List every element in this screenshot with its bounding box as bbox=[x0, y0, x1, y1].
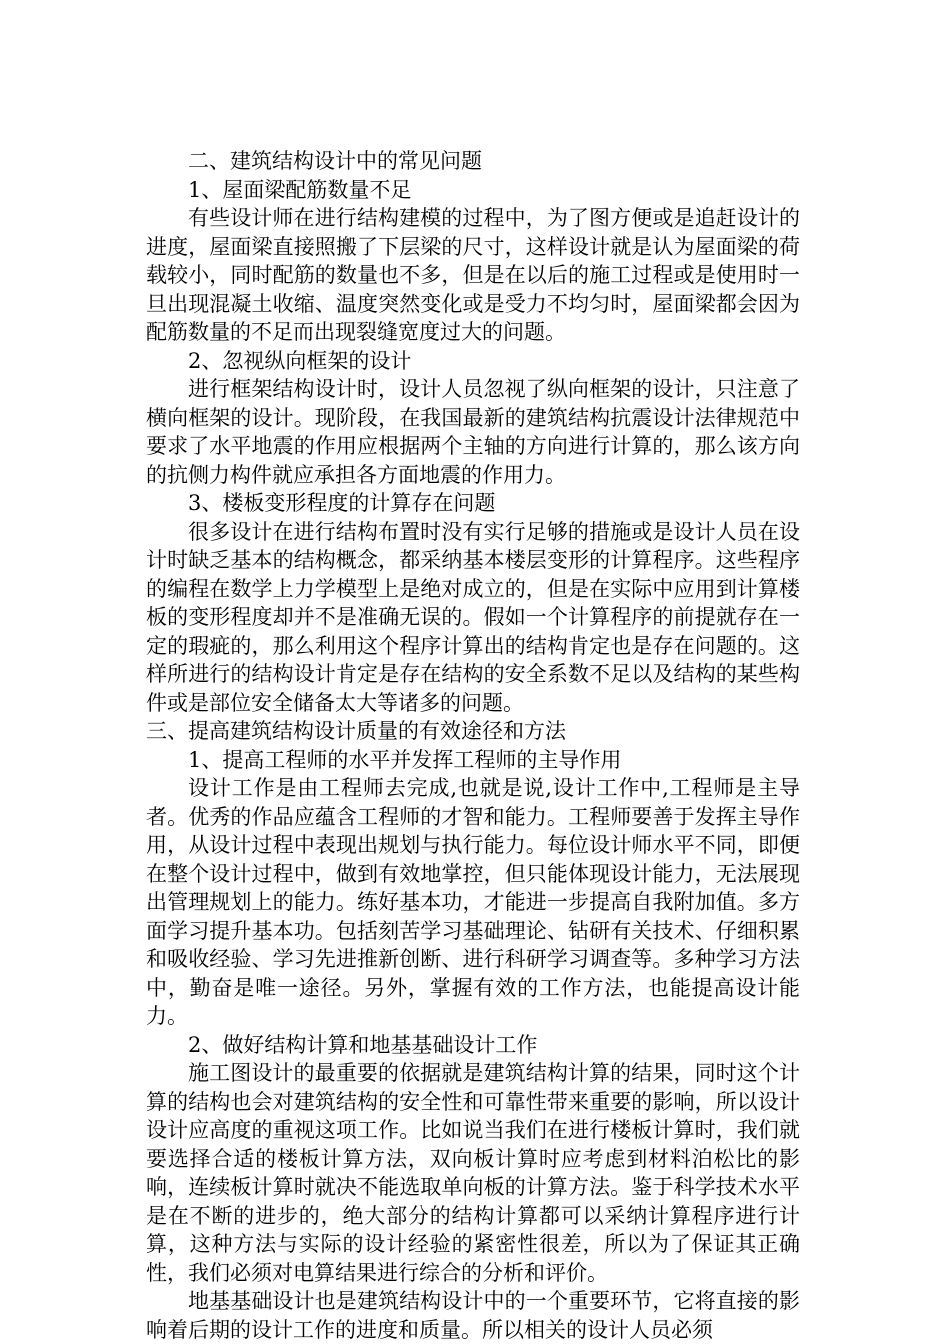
section-heading-improvement-methods: 三、提高建筑结构设计质量的有效途径和方法 bbox=[146, 719, 566, 743]
subheading-structural-calculation: 2、做好结构计算和地基基础设计工作 bbox=[188, 1032, 538, 1057]
subheading-longitudinal-frame: 2、忽视纵向框架的设计 bbox=[188, 348, 412, 373]
paragraph-engineer-leadership: 设计工作是由工程师去完成,也就是说,设计工作中,工程师是主导者。优秀的作品应蕴含工程师的才智和能力。工程师要善于发挥主导作用，从设计过程中表现出规划与执行能力。每位设计师水平不同，即便在整个设计过程中，做到有效地掌控，但只能体现设计能力，无法展现出管理规划上的能力。练好基本功，才能进一步提高自我附加值。多方面学习提升基本功。包括刻苦学习基础理论、钻研有关技术、仔细积累和吸收经验、学习先进推新创断、进行科研学习调查等。多种学习方法中，勤奋是唯一途径。另外，掌握有效的工作方法，也能提高设计能力。 bbox=[146, 776, 800, 1028]
document-body bbox=[146, 147, 800, 1344]
paragraph-longitudinal-frame: 进行框架结构设计时，设计人员忽视了纵向框架的设计，只注意了横向框架的设计。现阶段，在我国最新的建筑结构抗震设计法律规范中要求了水平地震的作用应根据两个主轴的方向进行计算的，那么该方向的抗侧力构件就应承担各方面地震的作用力。 bbox=[146, 377, 800, 487]
section-heading-common-problems: 二、建筑结构设计中的常见问题 bbox=[188, 149, 482, 173]
paragraph-roof-beam-reinforcement: 有些设计师在进行结构建模的过程中，为了图方便或是追赶设计的进度，屋面梁直接照搬了下层梁的尺寸，这样设计就是认为屋面梁的荷载较小，同时配筋的数量也不多，但是在以后的施工过程或是使用时一旦出现混凝土收缩、温度突然变化或是受力不均匀时，屋面梁都会因为配筋数量的不足而出现裂缝宽度过大的问题。 bbox=[146, 206, 800, 344]
subheading-engineer-leadership: 1、提高工程师的水平并发挥工程师的主导作用 bbox=[188, 747, 622, 772]
subheading-floor-deformation: 3、楼板变形程度的计算存在问题 bbox=[188, 491, 496, 515]
subheading-roof-beam-reinforcement: 1、屋面梁配筋数量不足 bbox=[188, 177, 412, 202]
paragraph-floor-deformation: 很多设计在进行结构布置时没有实行足够的措施或是设计人员在设计时缺乏基本的结构概念，都采纳基本楼层变形的计算程序。这些程序的编程在数学上力学模型上是绝对成立的，但是在实际中应用到计算楼板的变形程度却并不是准确无误的。假如一个计算程序的前提就存在一定的瑕疵的，那么利用这个程序计算出的结构肯定也是存在问题的。这样所进行的结构设计肯定是存在结构的安全系数不足以及结构的某些构件或是部位安全储备太大等诸多的问题。 bbox=[146, 519, 800, 715]
paragraph-foundation-design: 地基基础设计也是建筑结构设计中的一个重要环节，它将直接的影响着后期的设计工作的进度和质量。所以相关的设计人员必须 bbox=[146, 1289, 800, 1342]
paragraph-structural-calculation: 施工图设计的最重要的依据就是建筑结构计算的结果，同时这个计算的结构也会对建筑结构的安全性和可靠性带来重要的影响，所以设计设计应高度的重视这项工作。比如说当我们在进行楼板计算时，我们就要选择合适的楼板计算方法，双向板计算时应考虑到材料泊松比的影响，连续板计算时就决不能选取单向板的计算方法。鉴于科学技术水平是在不断的进步的，绝大部分的结构计算都可以采纳计算程序进行计算，这种方法与实际的设计经验的紧密性很差，所以为了保证其正确性，我们必须对电算结果进行综合的分析和评价。 bbox=[146, 1061, 800, 1285]
